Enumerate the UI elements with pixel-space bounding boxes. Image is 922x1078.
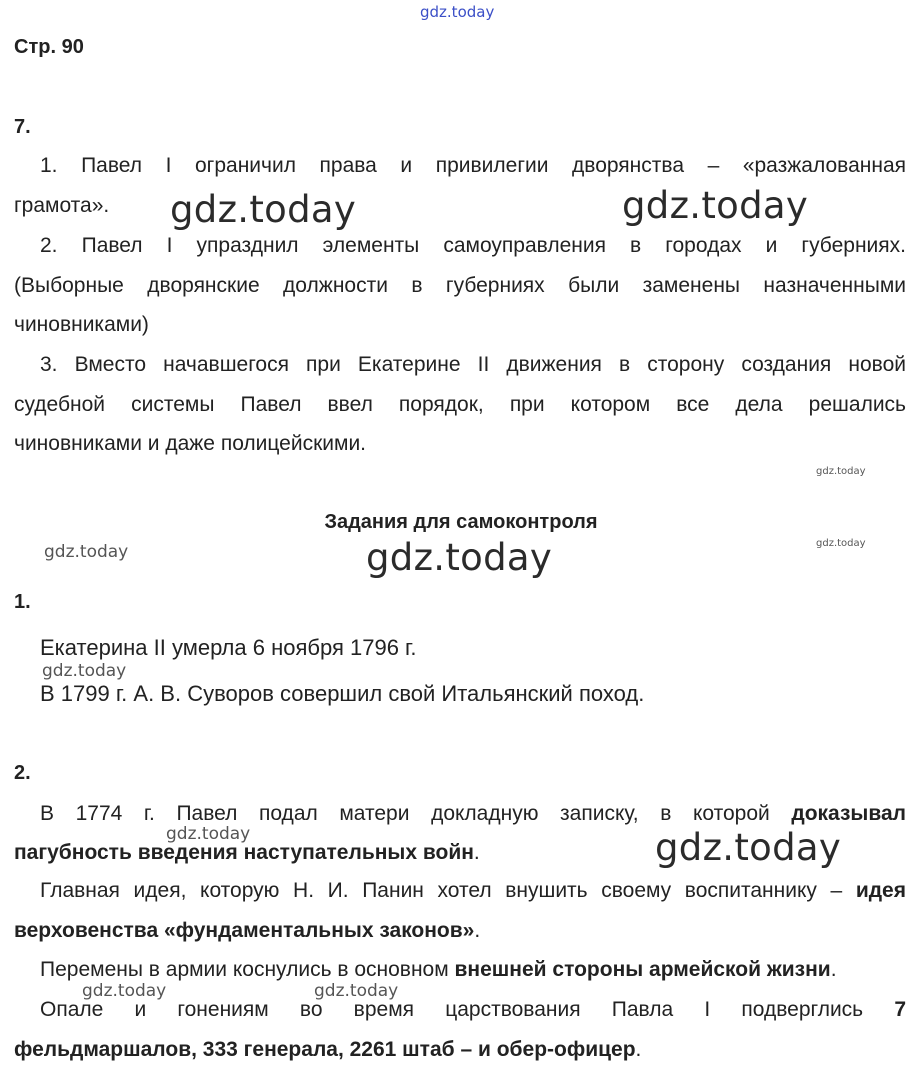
watermark-large: gdz.today (655, 826, 842, 869)
answer-line: чиновниками) (14, 313, 149, 336)
watermark-large: gdz.today (366, 536, 553, 579)
task-paragraph: пагубность введения наступательных войн. (14, 841, 480, 864)
task-paragraph: Опале и гонениям во время царствования Павла I подверглись 7 (40, 998, 906, 1021)
watermark-medium: gdz.today (44, 542, 129, 562)
answer-line: 2. Павел I упразднил элементы самоуправления в городах и губерниях. (40, 234, 906, 257)
task-paragraph: фельдмаршалов, 333 генерала, 2261 штаб – и обер-офицер. (14, 1038, 642, 1061)
task-paragraph: верховенства «фундаментальных законов». (14, 919, 481, 942)
task-paragraph: В 1774 г. Павел подал матери докладную записку, в которой доказывал (40, 802, 906, 825)
watermark-small: gdz.today (816, 538, 866, 549)
answer-line: 1. Павел I ограничил права и привилегии дворянства – «разжалованная (40, 154, 906, 177)
section-heading: Задания для самоконтроля (324, 511, 598, 533)
task-paragraph: Главная идея, которую Н. И. Панин хотел внушить своему воспитаннику – идея (40, 879, 906, 902)
answer-line: 3. Вместо начавшегося при Екатерине II движения в сторону создания новой (40, 353, 906, 376)
answer-line: чиновниками и даже полицейскими. (14, 432, 367, 455)
task-line: Екатерина II умерла 6 ноября 1796 г. (40, 635, 417, 660)
watermark-medium: gdz.today (166, 824, 251, 844)
watermark-large: gdz.today (622, 184, 809, 227)
watermark-small: gdz.today (816, 466, 866, 477)
watermark-top: gdz.today (420, 3, 495, 21)
page-reference: Стр. 90 (14, 36, 84, 58)
task-line: В 1799 г. А. В. Суворов совершил свой Итальянский поход. (40, 681, 645, 706)
task-paragraph: Перемены в армии коснулись в основном внешней стороны армейской жизни. (40, 958, 837, 981)
watermark-medium: gdz.today (42, 661, 127, 681)
answer-line: судебной системы Павел ввел порядок, при котором все дела решались (14, 393, 906, 416)
answer-line: грамота». (14, 194, 110, 217)
watermark-large: gdz.today (170, 188, 357, 231)
task-number: 2. (14, 762, 31, 784)
section-number: 7. (14, 116, 31, 138)
watermark-medium: gdz.today (314, 981, 399, 1001)
answer-line: (Выборные дворянские должности в губерниях были заменены назначенными (14, 274, 906, 297)
task-number: 1. (14, 591, 31, 613)
watermark-medium: gdz.today (82, 981, 167, 1001)
